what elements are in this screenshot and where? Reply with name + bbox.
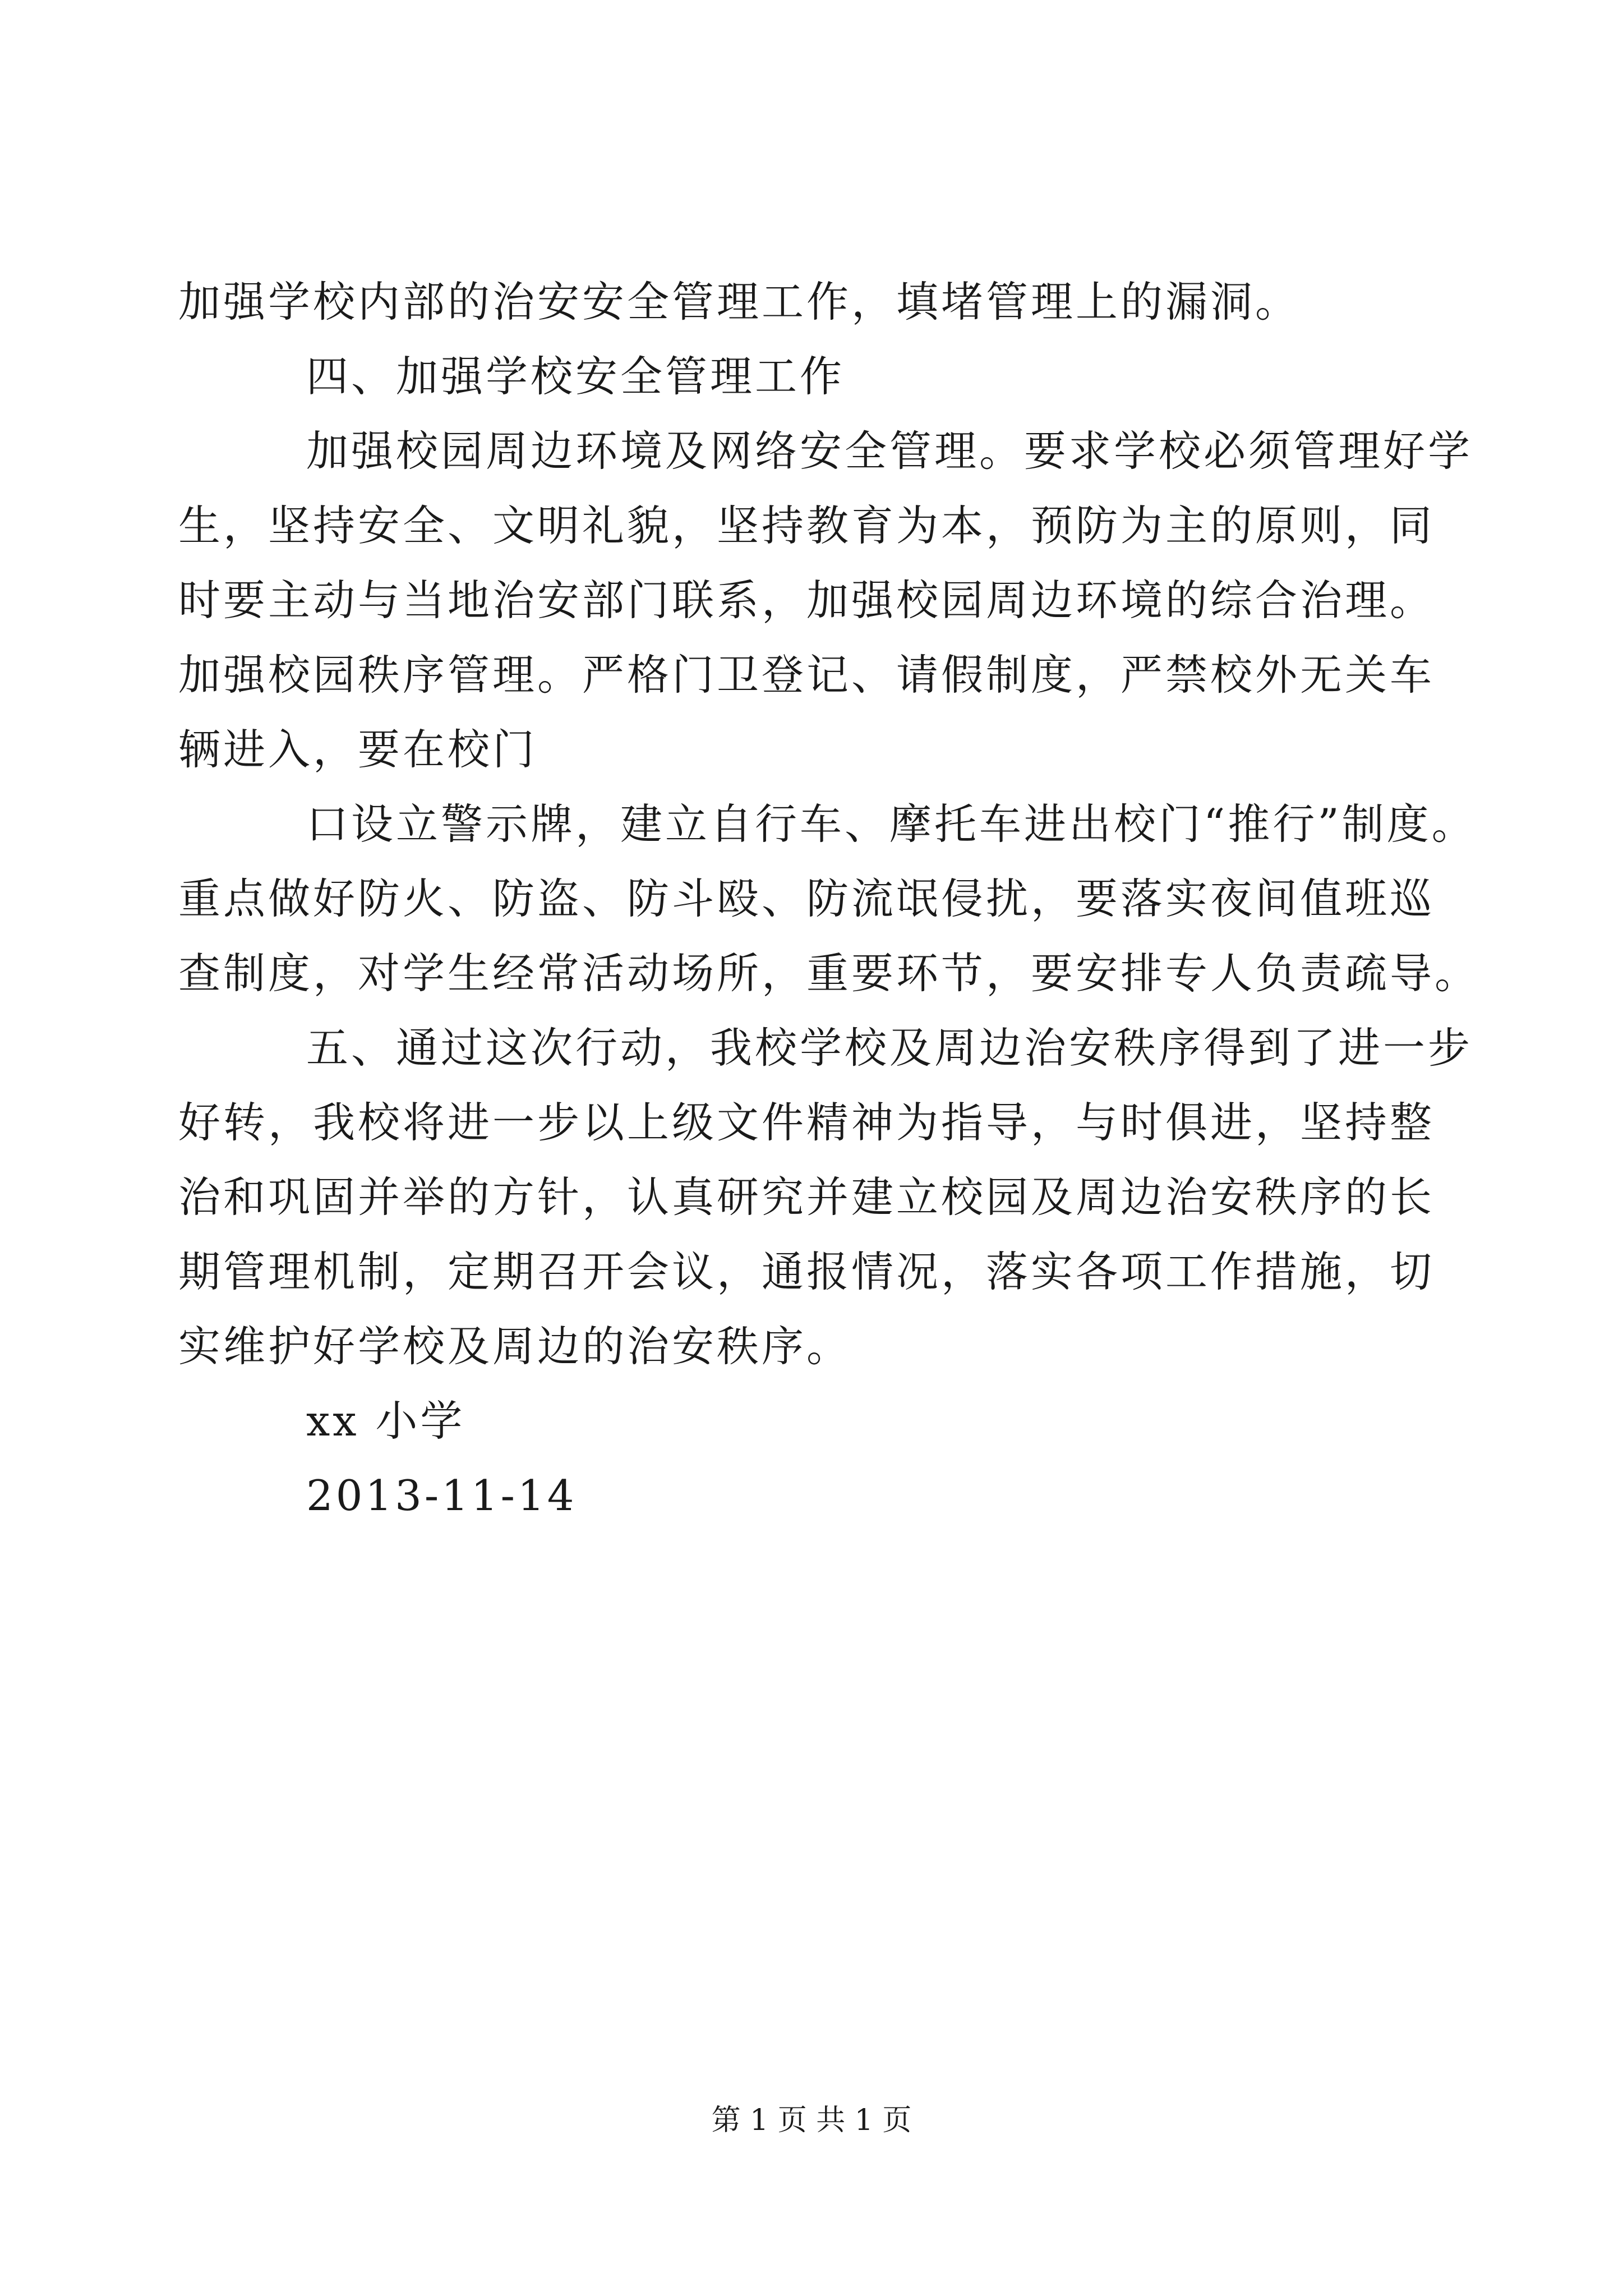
document-body [178,265,1480,1533]
body-line: 加强校园周边环境及网络安全管理。要求学校必须管理好学 [306,426,1473,476]
body-line: 期管理机制，定期召开会议，通报情况，落实各项工作措施，切 [178,1247,1435,1296]
section-heading: 五、通过这次行动，我校学校及周边治安秩序得到了进一步 [306,1023,1473,1073]
body-line: 加强学校内部的治安安全管理工作，填堵管理上的漏洞。 [178,277,1301,326]
body-line: 辆进入，要在校门 [178,725,538,774]
body-line: 生，坚持安全、文明礼貌，坚持教育为本，预防为主的原则，同 [178,501,1435,550]
signature-date: 2013-11-14 [306,1471,577,1520]
body-line: 加强校园秩序管理。严格门卫登记、请假制度，严禁校外无关车 [178,650,1435,700]
section-heading: 四、加强学校安全管理工作 [306,352,845,401]
signature-school: xx 小学 [306,1396,465,1446]
body-line: 好转，我校将进一步以上级文件精神为指导，与时俱进，坚持整 [178,1098,1435,1147]
body-line: 口设立警示牌，建立自行车、摩托车进出校门“推行”制度。 [306,799,1477,849]
body-line: 查制度，对学生经常活动场所，重要环节，要安排专人负责疏导。 [178,949,1480,998]
body-line: 治和巩固并举的方针，认真研究并建立校园及周边治安秩序的长 [178,1172,1435,1222]
page-number-footer: 第 1 页 共 1 页 [711,2104,912,2137]
body-line: 时要主动与当地治安部门联系，加强校园周边环境的综合治理。 [178,576,1435,625]
body-line: 重点做好防火、防盗、防斗殴、防流氓侵扰，要落实夜间值班巡 [178,874,1435,923]
body-line: 实维护好学校及周边的治安秩序。 [178,1322,852,1371]
